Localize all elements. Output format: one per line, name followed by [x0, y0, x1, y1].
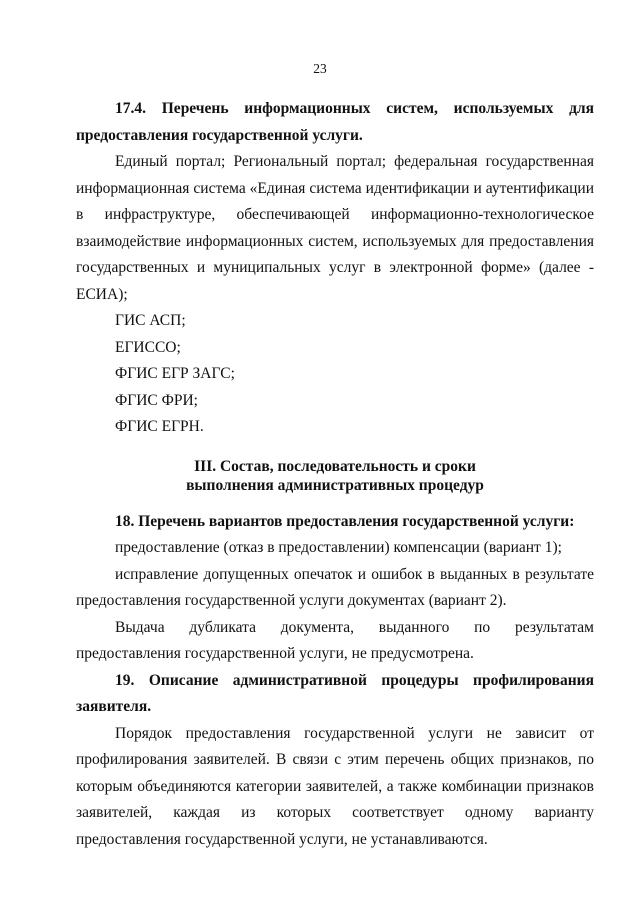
- system-list-item: ЕГИССО;: [115, 338, 181, 356]
- system-list-item: ФГИС ЕГРН.: [115, 418, 204, 435]
- section-18-heading: 18. Перечень вариантов предоставления государственной услуги:: [115, 512, 575, 530]
- duplicate-note: Выдача дубликата документа, выданного по результатам предоставления государственной услуги, не предусмотрена.: [76, 618, 594, 662]
- section-19-paragraph: Порядок предоставления государственной услуги не зависит от профилирования заявителей. В связи с этим перечень общих признаков, по которым объединяются категории заявителей, а также комбинации признаков заявителей, каждая из которых соответствует одному варианту предоставления государственной услуги, не устанавливаются.: [76, 724, 594, 848]
- system-list-item: ГИС АСП;: [115, 312, 186, 329]
- system-list-item: ФГИС ЕГР ЗАГС;: [115, 365, 235, 382]
- document-body: [76, 96, 594, 853]
- system-list-item: ФГИС ФРИ;: [115, 391, 198, 409]
- section-3-title-line2: выполнения административных процедур: [186, 476, 484, 494]
- section-3-title-line1: III. Состав, последовательность и сроки: [194, 457, 476, 475]
- variant-1-item: предоставление (отказ в предоставлении) компенсации (вариант 1);: [115, 539, 562, 556]
- section-17-4-heading-line2: предоставления государственной услуги.: [76, 126, 363, 144]
- section-3-title: [76, 457, 594, 495]
- section-17-4-paragraph: Единый портал; Региональный портал; федеральная государственная информационная система «Единая система идентификации и аутентификации в инфраструктуре, обеспечивающей информационно-технологическое взаимодействие информационных систем, используемых для предоставления государственных и муниципальных услуг в электронной форме» (далее - ЕСИА);: [76, 153, 594, 303]
- section-19-heading-line2: заявителя.: [76, 698, 152, 715]
- page-number: 23: [313, 61, 327, 76]
- section-19-heading-line1: 19. Описание административной процедуры профилирования: [115, 671, 594, 689]
- section-17-4-heading-line1: 17.4. Перечень информационных систем, используемых для: [115, 100, 594, 117]
- variant-2-item: исправление допущенных опечаток и ошибок в выданных в результате предоставления государственной услуги документах (вариант 2).: [76, 565, 594, 609]
